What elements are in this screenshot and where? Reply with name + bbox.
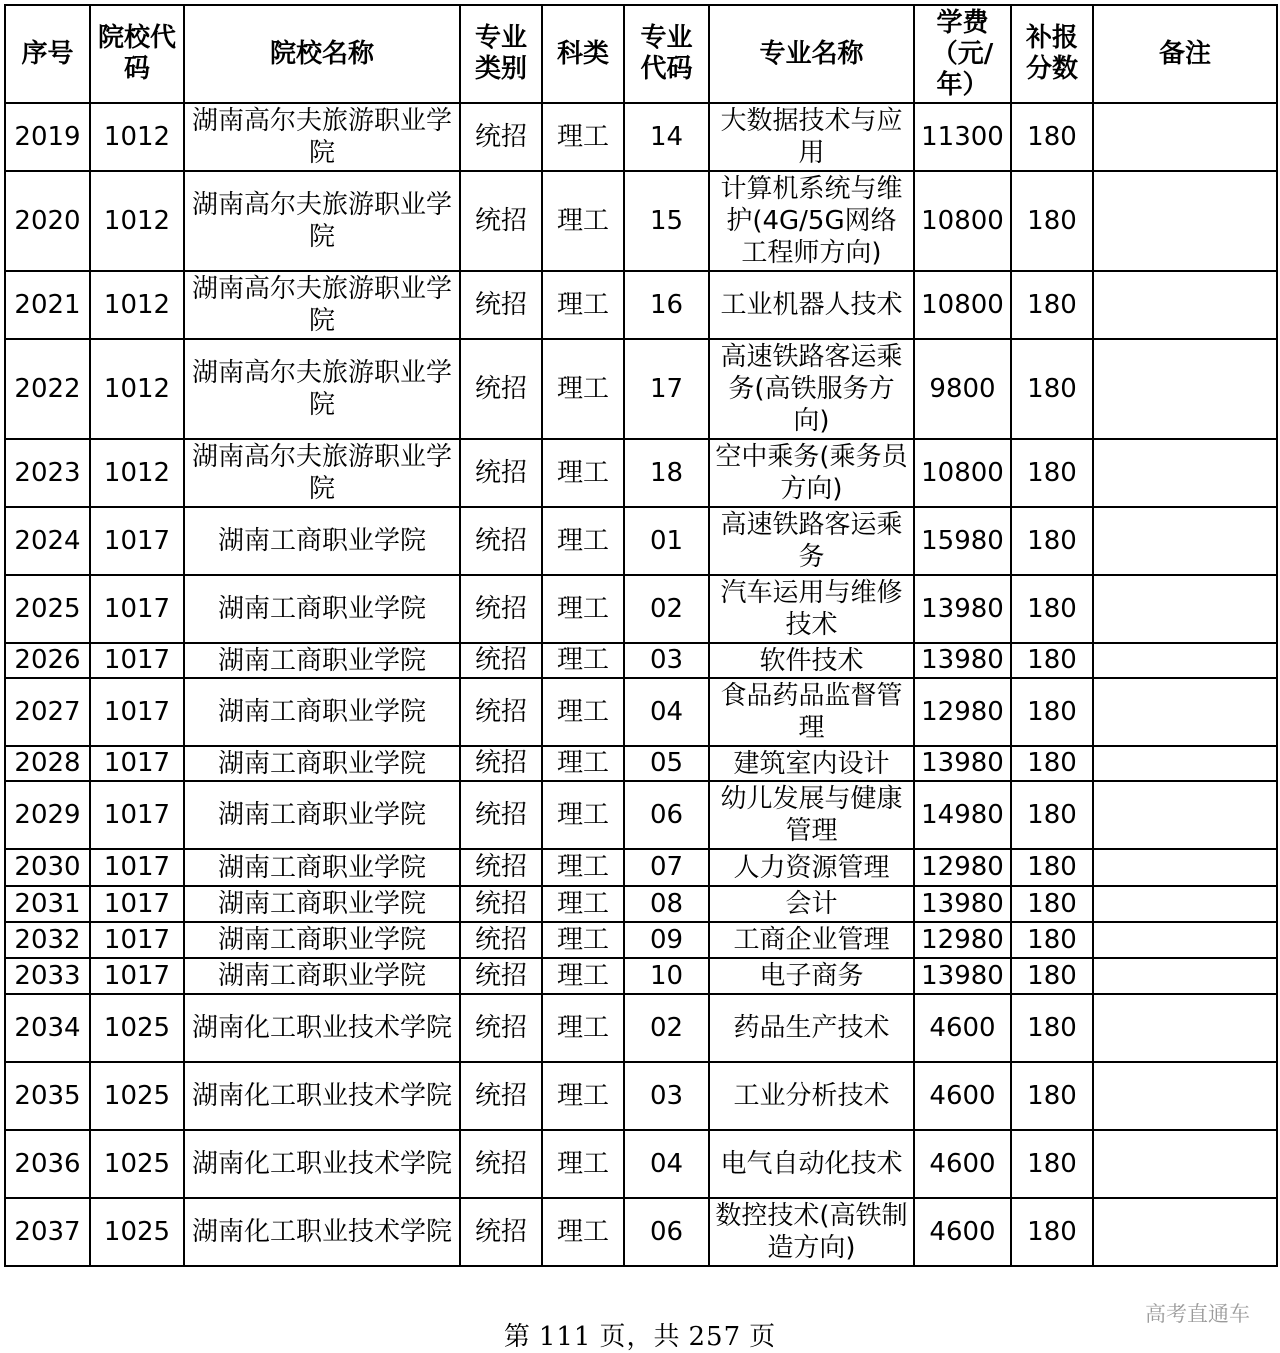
cell-subject: 理工 — [542, 271, 624, 339]
footer-middle: 页，共 — [599, 1322, 681, 1352]
cell-major-code: 15 — [624, 171, 709, 271]
cell-seq: 2036 — [5, 1130, 90, 1198]
table-row — [5, 339, 1277, 439]
header-major-name: 专业名称 — [709, 5, 914, 103]
cell-school-code: 1017 — [90, 507, 184, 575]
header-category: 专业类别 — [460, 5, 542, 103]
cell-major-name: 工业机器人技术 — [709, 271, 914, 339]
cell-major-name: 高速铁路客运乘务(高铁服务方向) — [709, 339, 914, 439]
cell-category: 统招 — [460, 958, 542, 994]
cell-remark — [1093, 994, 1277, 1062]
cell-major-name: 幼儿发展与健康管理 — [709, 781, 914, 849]
cell-subject: 理工 — [542, 849, 624, 886]
cell-subject: 理工 — [542, 678, 624, 746]
cell-major-code: 09 — [624, 922, 709, 958]
cell-major-name: 食品药品监督管理 — [709, 678, 914, 746]
cell-fee: 10800 — [914, 271, 1011, 339]
cell-score: 180 — [1011, 271, 1093, 339]
table-row — [5, 922, 1277, 958]
watermark-text: 高考直通车 — [1145, 1302, 1250, 1326]
cell-category: 统招 — [460, 575, 542, 643]
table-row — [5, 746, 1277, 781]
cell-school-name: 湖南化工职业技术学院 — [184, 1198, 460, 1266]
cell-major-name: 药品生产技术 — [709, 994, 914, 1062]
footer-page-number: 111 — [538, 1322, 592, 1352]
header-remark: 备注 — [1093, 5, 1277, 103]
table-row — [5, 271, 1277, 339]
cell-seq: 2023 — [5, 439, 90, 507]
cell-score: 180 — [1011, 849, 1093, 886]
cell-remark — [1093, 958, 1277, 994]
header-major-code: 专业代码 — [624, 5, 709, 103]
cell-remark — [1093, 1198, 1277, 1266]
cell-remark — [1093, 849, 1277, 886]
cell-seq: 2034 — [5, 994, 90, 1062]
table-row — [5, 994, 1277, 1062]
table-row — [5, 1130, 1277, 1198]
cell-fee: 15980 — [914, 507, 1011, 575]
cell-major-name: 工商企业管理 — [709, 922, 914, 958]
header-school-code: 院校代码 — [90, 5, 184, 103]
cell-score: 180 — [1011, 643, 1093, 678]
cell-category: 统招 — [460, 886, 542, 922]
cell-category: 统招 — [460, 781, 542, 849]
cell-school-name: 湖南高尔夫旅游职业学院 — [184, 103, 460, 171]
table-row — [5, 781, 1277, 849]
cell-category: 统招 — [460, 1130, 542, 1198]
cell-major-name: 电气自动化技术 — [709, 1130, 914, 1198]
cell-school-code: 1017 — [90, 678, 184, 746]
header-score: 补报分数 — [1011, 5, 1093, 103]
cell-school-code: 1012 — [90, 339, 184, 439]
cell-subject: 理工 — [542, 171, 624, 271]
table-body — [5, 103, 1277, 1266]
cell-school-name: 湖南高尔夫旅游职业学院 — [184, 271, 460, 339]
cell-category: 统招 — [460, 1062, 542, 1130]
cell-major-name: 高速铁路客运乘务 — [709, 507, 914, 575]
cell-subject: 理工 — [542, 339, 624, 439]
cell-category: 统招 — [460, 922, 542, 958]
cell-subject: 理工 — [542, 781, 624, 849]
table-row — [5, 958, 1277, 994]
cell-subject: 理工 — [542, 1198, 624, 1266]
cell-fee: 14980 — [914, 781, 1011, 849]
cell-seq: 2022 — [5, 339, 90, 439]
cell-score: 180 — [1011, 678, 1093, 746]
cell-major-name: 数控技术(高铁制造方向) — [709, 1198, 914, 1266]
cell-major-code: 03 — [624, 643, 709, 678]
cell-school-code: 1017 — [90, 886, 184, 922]
admission-table — [4, 4, 1278, 1267]
cell-major-name: 空中乘务(乘务员方向) — [709, 439, 914, 507]
cell-school-name: 湖南工商职业学院 — [184, 781, 460, 849]
cell-school-code: 1012 — [90, 103, 184, 171]
cell-major-code: 02 — [624, 575, 709, 643]
cell-category: 统招 — [460, 103, 542, 171]
cell-seq: 2031 — [5, 886, 90, 922]
cell-school-name: 湖南化工职业技术学院 — [184, 1130, 460, 1198]
cell-subject: 理工 — [542, 507, 624, 575]
cell-score: 180 — [1011, 958, 1093, 994]
cell-major-code: 10 — [624, 958, 709, 994]
cell-fee: 13980 — [914, 886, 1011, 922]
table-row — [5, 1062, 1277, 1130]
cell-school-name: 湖南化工职业技术学院 — [184, 994, 460, 1062]
cell-remark — [1093, 678, 1277, 746]
cell-category: 统招 — [460, 171, 542, 271]
cell-seq: 2028 — [5, 746, 90, 781]
table-header — [5, 5, 1277, 103]
cell-school-code: 1017 — [90, 849, 184, 886]
cell-seq: 2024 — [5, 507, 90, 575]
cell-seq: 2037 — [5, 1198, 90, 1266]
cell-remark — [1093, 781, 1277, 849]
table-row — [5, 103, 1277, 171]
cell-score: 180 — [1011, 439, 1093, 507]
cell-seq: 2019 — [5, 103, 90, 171]
table-row — [5, 849, 1277, 886]
cell-subject: 理工 — [542, 1130, 624, 1198]
cell-major-code: 04 — [624, 1130, 709, 1198]
cell-subject: 理工 — [542, 886, 624, 922]
table-row — [5, 1198, 1277, 1266]
cell-school-name: 湖南高尔夫旅游职业学院 — [184, 439, 460, 507]
cell-score: 180 — [1011, 994, 1093, 1062]
cell-major-code: 18 — [624, 439, 709, 507]
cell-fee: 13980 — [914, 575, 1011, 643]
cell-school-code: 1012 — [90, 171, 184, 271]
cell-major-code: 16 — [624, 271, 709, 339]
cell-seq: 2021 — [5, 271, 90, 339]
cell-major-code: 03 — [624, 1062, 709, 1130]
cell-major-code: 02 — [624, 994, 709, 1062]
cell-score: 180 — [1011, 1198, 1093, 1266]
table-row — [5, 643, 1277, 678]
footer-suffix: 页 — [749, 1322, 777, 1352]
cell-remark — [1093, 643, 1277, 678]
cell-major-code: 17 — [624, 339, 709, 439]
header-fee: 学费（元/年） — [914, 5, 1011, 103]
cell-remark — [1093, 339, 1277, 439]
cell-score: 180 — [1011, 575, 1093, 643]
cell-major-name: 大数据技术与应用 — [709, 103, 914, 171]
cell-school-name: 湖南高尔夫旅游职业学院 — [184, 171, 460, 271]
cell-subject: 理工 — [542, 994, 624, 1062]
cell-school-name: 湖南工商职业学院 — [184, 575, 460, 643]
cell-major-name: 计算机系统与维护(4G/5G网络工程师方向) — [709, 171, 914, 271]
cell-seq: 2027 — [5, 678, 90, 746]
cell-score: 180 — [1011, 886, 1093, 922]
cell-subject: 理工 — [542, 439, 624, 507]
header-school-name: 院校名称 — [184, 5, 460, 103]
cell-school-code: 1025 — [90, 1130, 184, 1198]
cell-score: 180 — [1011, 171, 1093, 271]
cell-remark — [1093, 439, 1277, 507]
cell-remark — [1093, 922, 1277, 958]
cell-category: 统招 — [460, 678, 542, 746]
cell-school-name: 湖南工商职业学院 — [184, 643, 460, 678]
cell-score: 180 — [1011, 1130, 1093, 1198]
cell-remark — [1093, 103, 1277, 171]
cell-school-code: 1012 — [90, 439, 184, 507]
cell-remark — [1093, 271, 1277, 339]
table-row — [5, 575, 1277, 643]
table-row — [5, 171, 1277, 271]
cell-remark — [1093, 746, 1277, 781]
cell-seq: 2020 — [5, 171, 90, 271]
cell-category: 统招 — [460, 507, 542, 575]
header-seq: 序号 — [5, 5, 90, 103]
cell-major-code: 04 — [624, 678, 709, 746]
cell-category: 统招 — [460, 849, 542, 886]
cell-subject: 理工 — [542, 922, 624, 958]
cell-school-code: 1025 — [90, 994, 184, 1062]
cell-subject: 理工 — [542, 958, 624, 994]
cell-school-name: 湖南高尔夫旅游职业学院 — [184, 339, 460, 439]
cell-category: 统招 — [460, 271, 542, 339]
cell-seq: 2025 — [5, 575, 90, 643]
table-row — [5, 678, 1277, 746]
cell-school-code: 1017 — [90, 922, 184, 958]
cell-subject: 理工 — [542, 643, 624, 678]
cell-seq: 2032 — [5, 922, 90, 958]
cell-major-name: 会计 — [709, 886, 914, 922]
cell-major-code: 08 — [624, 886, 709, 922]
cell-major-code: 01 — [624, 507, 709, 575]
cell-remark — [1093, 171, 1277, 271]
cell-fee: 4600 — [914, 1130, 1011, 1198]
cell-major-name: 工业分析技术 — [709, 1062, 914, 1130]
cell-fee: 13980 — [914, 958, 1011, 994]
cell-fee: 12980 — [914, 922, 1011, 958]
cell-school-name: 湖南工商职业学院 — [184, 746, 460, 781]
header-row — [5, 5, 1277, 103]
cell-fee: 10800 — [914, 171, 1011, 271]
cell-fee: 4600 — [914, 994, 1011, 1062]
cell-subject: 理工 — [542, 746, 624, 781]
cell-school-code: 1025 — [90, 1198, 184, 1266]
cell-school-name: 湖南工商职业学院 — [184, 678, 460, 746]
cell-major-name: 软件技术 — [709, 643, 914, 678]
cell-score: 180 — [1011, 1062, 1093, 1130]
cell-score: 180 — [1011, 339, 1093, 439]
page-footer — [0, 1316, 1280, 1353]
cell-category: 统招 — [460, 994, 542, 1062]
cell-major-code: 06 — [624, 781, 709, 849]
cell-school-name: 湖南工商职业学院 — [184, 886, 460, 922]
table-row — [5, 439, 1277, 507]
cell-score: 180 — [1011, 922, 1093, 958]
cell-category: 统招 — [460, 439, 542, 507]
cell-school-name: 湖南工商职业学院 — [184, 922, 460, 958]
cell-score: 180 — [1011, 746, 1093, 781]
cell-fee: 10800 — [914, 439, 1011, 507]
cell-major-code: 06 — [624, 1198, 709, 1266]
footer-total-pages: 257 — [688, 1322, 742, 1352]
footer-prefix: 第 — [503, 1322, 531, 1352]
cell-major-name: 建筑室内设计 — [709, 746, 914, 781]
cell-remark — [1093, 575, 1277, 643]
cell-subject: 理工 — [542, 103, 624, 171]
cell-score: 180 — [1011, 103, 1093, 171]
cell-category: 统招 — [460, 746, 542, 781]
cell-fee: 12980 — [914, 678, 1011, 746]
cell-school-name: 湖南工商职业学院 — [184, 958, 460, 994]
cell-school-code: 1012 — [90, 271, 184, 339]
cell-school-code: 1017 — [90, 958, 184, 994]
cell-major-code: 07 — [624, 849, 709, 886]
table-row — [5, 886, 1277, 922]
cell-major-code: 05 — [624, 746, 709, 781]
cell-fee: 13980 — [914, 643, 1011, 678]
cell-remark — [1093, 886, 1277, 922]
cell-category: 统招 — [460, 339, 542, 439]
cell-seq: 2026 — [5, 643, 90, 678]
cell-score: 180 — [1011, 781, 1093, 849]
cell-seq: 2030 — [5, 849, 90, 886]
cell-fee: 12980 — [914, 849, 1011, 886]
cell-subject: 理工 — [542, 1062, 624, 1130]
cell-remark — [1093, 1062, 1277, 1130]
cell-school-name: 湖南工商职业学院 — [184, 507, 460, 575]
cell-school-code: 1017 — [90, 643, 184, 678]
cell-major-code: 14 — [624, 103, 709, 171]
cell-fee: 4600 — [914, 1062, 1011, 1130]
cell-category: 统招 — [460, 1198, 542, 1266]
cell-fee: 11300 — [914, 103, 1011, 171]
cell-school-name: 湖南工商职业学院 — [184, 849, 460, 886]
cell-seq: 2035 — [5, 1062, 90, 1130]
cell-school-name: 湖南化工职业技术学院 — [184, 1062, 460, 1130]
cell-school-code: 1017 — [90, 746, 184, 781]
cell-school-code: 1017 — [90, 781, 184, 849]
cell-fee: 13980 — [914, 746, 1011, 781]
cell-remark — [1093, 507, 1277, 575]
cell-score: 180 — [1011, 507, 1093, 575]
cell-seq: 2033 — [5, 958, 90, 994]
cell-category: 统招 — [460, 643, 542, 678]
cell-seq: 2029 — [5, 781, 90, 849]
header-subject: 科类 — [542, 5, 624, 103]
cell-major-name: 电子商务 — [709, 958, 914, 994]
cell-school-code: 1017 — [90, 575, 184, 643]
cell-fee: 4600 — [914, 1198, 1011, 1266]
table-row — [5, 507, 1277, 575]
cell-subject: 理工 — [542, 575, 624, 643]
cell-major-name: 人力资源管理 — [709, 849, 914, 886]
cell-school-code: 1025 — [90, 1062, 184, 1130]
cell-major-name: 汽车运用与维修技术 — [709, 575, 914, 643]
cell-fee: 9800 — [914, 339, 1011, 439]
cell-remark — [1093, 1130, 1277, 1198]
